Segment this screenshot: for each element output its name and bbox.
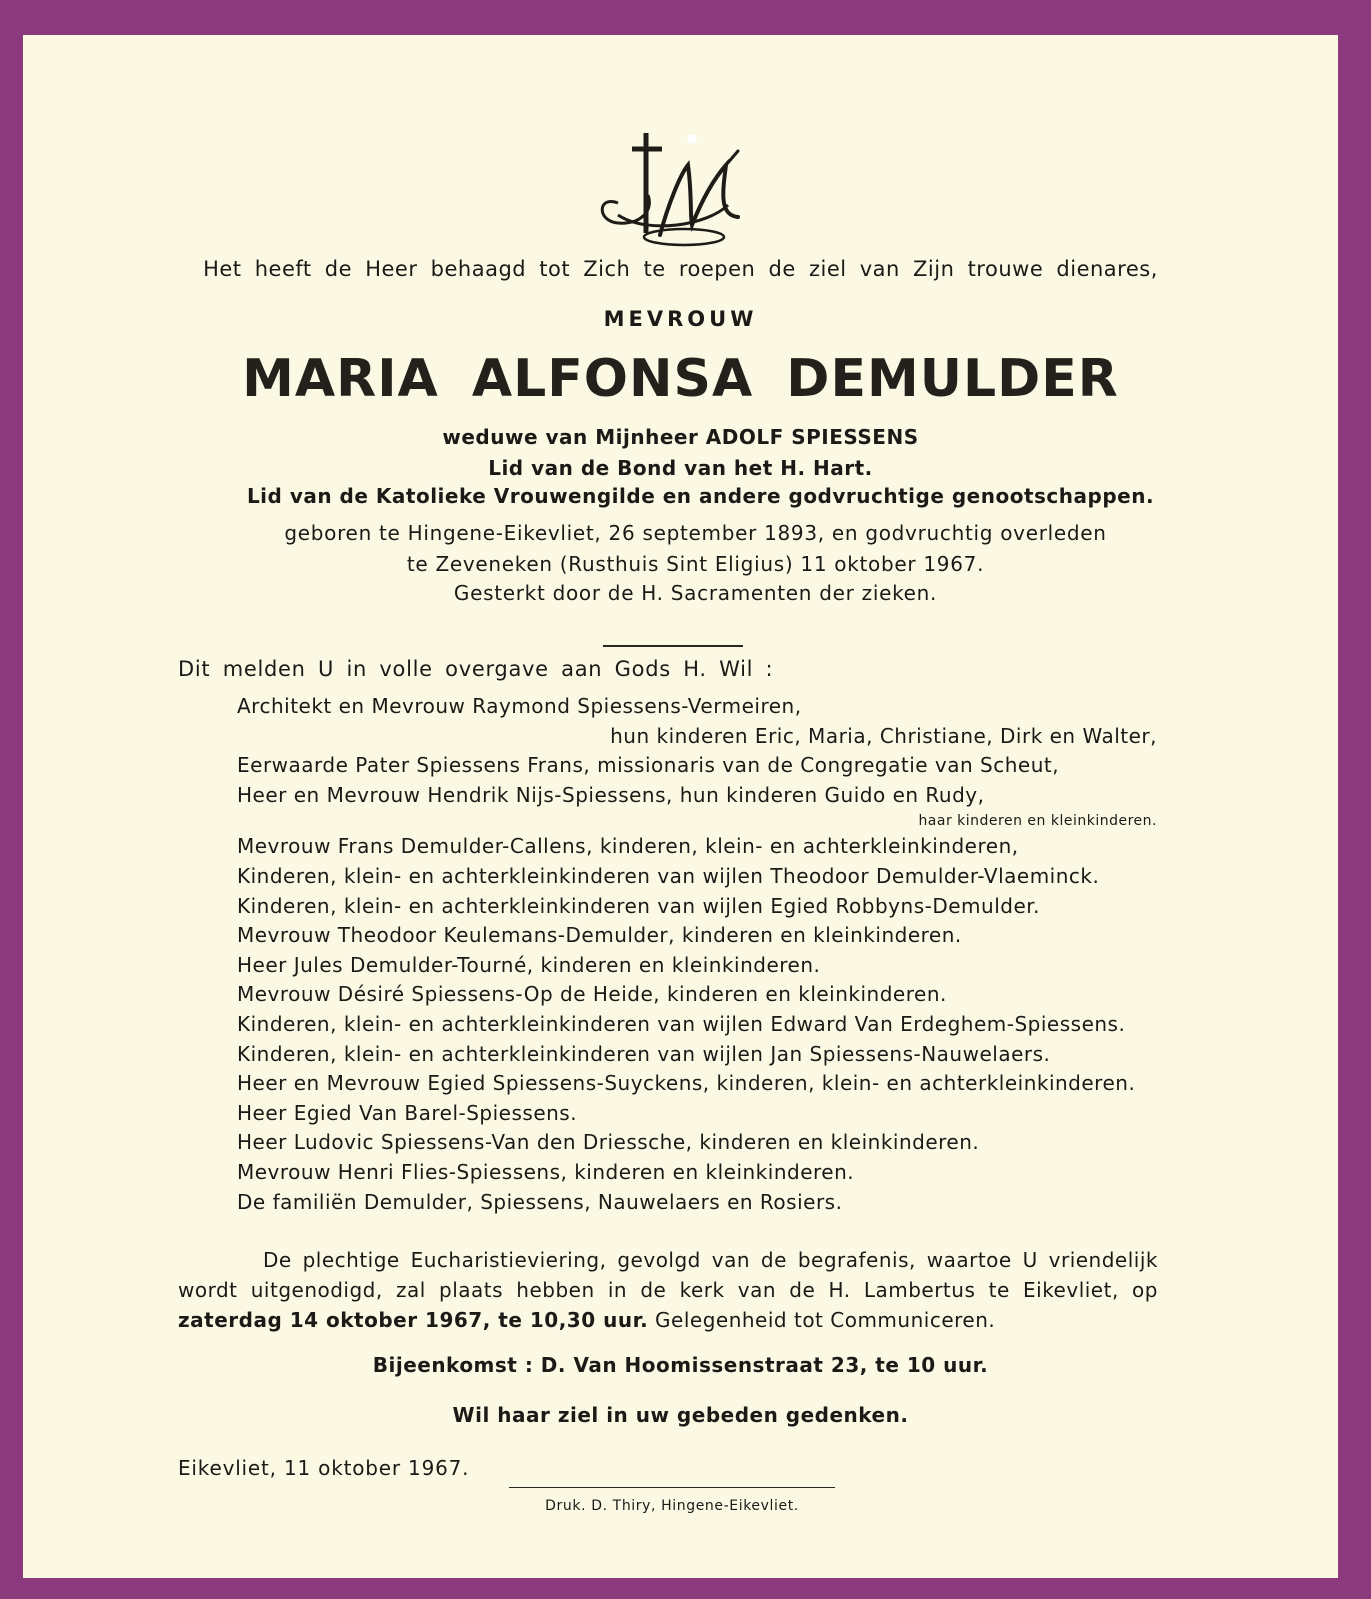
- list-item: Kinderen, klein- en achterkleinkinderen van wijlen Edward Van Erdeghem-Spiessens.: [237, 1011, 1126, 1036]
- gathering-info: Bijeenkomst : D. Van Hoomissenstraat 23, te 10 uur.: [372, 1353, 989, 1377]
- service-communion: Gelegenheid tot Communiceren.: [648, 1308, 996, 1332]
- list-item: hun kinderen Eric, Maria, Christiane, Dirk en Walter,: [610, 723, 1157, 748]
- prayer-request: Wil haar ziel in uw gebeden gedenken.: [452, 1403, 909, 1427]
- service-line-2: wordt uitgenodigd, zal plaats hebben in de kerk van de H. Lambertus te Eikevliet, op: [178, 1278, 1158, 1302]
- list-item: Eerwaarde Pater Spiessens Frans, missionaris van de Congregatie van Scheut,: [237, 753, 1060, 778]
- list-item: haar kinderen en kleinkinderen.: [918, 813, 1157, 830]
- honorific: MEVROUW: [603, 307, 758, 331]
- service-line-3: [178, 1305, 1158, 1335]
- list-item: Heer Egied Van Barel-Spiessens.: [237, 1100, 578, 1125]
- list-item: Kinderen, klein- en achterkleinkinderen van wijlen Jan Spiessens-Nauwelaers.: [237, 1041, 1051, 1066]
- mourners-list: [237, 692, 1157, 1217]
- list-item: Mevrouw Henri Flies-Spiessens, kinderen en kleinkinderen.: [237, 1159, 855, 1184]
- service-line-1: De plechtige Eucharistieviering, gevolgd van de begrafenis, waartoe U vriendelijk: [263, 1248, 1158, 1272]
- divider: [603, 645, 743, 647]
- sacraments-line: Gesterkt door de H. Sacramenten der zieken.: [453, 581, 938, 605]
- list-item: Heer Jules Demulder-Tourné, kinderen en kleinkinderen.: [237, 952, 821, 977]
- list-item: Heer Ludovic Spiessens-Van den Driessche, kinderen en kleinkinderen.: [237, 1130, 980, 1155]
- announcement: Dit melden U in volle overgave aan Gods H. Wil :: [178, 657, 774, 681]
- widow-of: weduwe van Mijnheer ADOLF SPIESSENS: [442, 425, 919, 449]
- deceased-name: MARIA ALFONSA DEMULDER: [242, 349, 1119, 409]
- list-item: Architekt en Mevrouw Raymond Spiessens-Vermeiren,: [237, 694, 802, 718]
- list-item: De familiën Demulder, Spiessens, Nauwelaers en Rosiers.: [237, 1189, 843, 1214]
- printer-credit: Druk. D. Thiry, Hingene-Eikevliet.: [545, 1498, 799, 1514]
- list-item: Heer en Mevrouw Egied Spiessens-Suyckens, kinderen, klein- en achterkleinkinderen.: [237, 1071, 1136, 1096]
- membership-1: Lid van de Bond van het H. Hart.: [488, 456, 873, 480]
- list-item: Kinderen, klein- en achterkleinkinderen van wijlen Egied Robbyns-Demulder.: [237, 893, 1040, 918]
- birth-line: geboren te Hingene-Eikevliet, 26 september 1893, en godvruchtig overleden: [284, 521, 1107, 545]
- list-item: Kinderen, klein- en achterkleinkinderen van wijlen Theodoor Demulder-Vlaeminck.: [237, 863, 1100, 888]
- place-date: Eikevliet, 11 oktober 1967.: [178, 1456, 470, 1480]
- list-item: Mevrouw Désiré Spiessens-Op de Heide, kinderen en kleinkinderen.: [237, 982, 947, 1007]
- service-paragraph: [178, 1245, 1158, 1335]
- death-line: te Zeveneken (Rusthuis Sint Eligius) 11 oktober 1967.: [406, 552, 985, 576]
- cross-monogram-icon: [588, 125, 758, 255]
- list-item: Mevrouw Theodoor Keulemans-Demulder, kinderen en kleinkinderen.: [237, 923, 962, 948]
- membership-2: Lid van de Katolieke Vrouwengilde en andere godvruchtige genootschappen.: [246, 484, 1155, 508]
- service-datetime: zaterdag 14 oktober 1967, te 10,30 uur.: [178, 1308, 649, 1332]
- list-item: Heer en Mevrouw Hendrik Nijs-Spiessens, hun kinderen Guido en Rudy,: [237, 782, 985, 807]
- intro-text: Het heeft de Heer behaagd tot Zich te roepen de ziel van Zijn trouwe dienares,: [203, 257, 1158, 281]
- memorial-card: [23, 35, 1338, 1578]
- printer-rule: [509, 1487, 835, 1488]
- list-item: Mevrouw Frans Demulder-Callens, kinderen, klein- en achterkleinkinderen,: [237, 834, 1019, 859]
